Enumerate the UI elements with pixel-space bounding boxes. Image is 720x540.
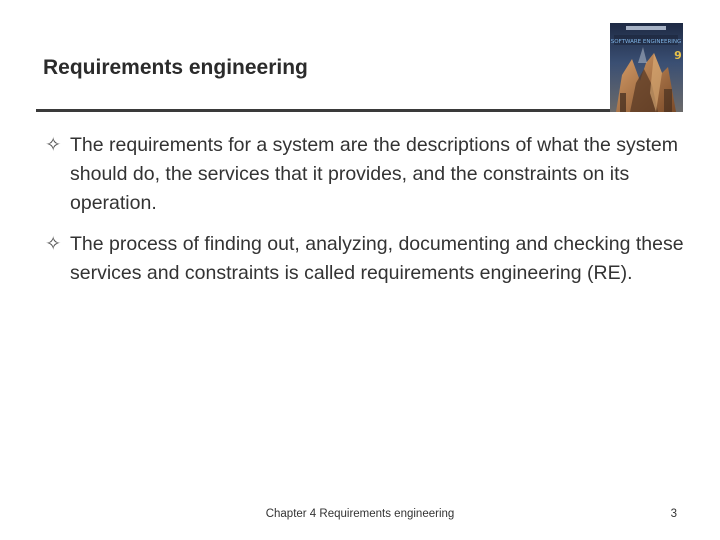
bullet-item [45, 131, 685, 218]
bullet-item [45, 230, 685, 288]
title-divider [36, 109, 612, 112]
book-cover-edition: 9 [674, 49, 682, 62]
bullet-text: The requirements for a system are the descriptions of what the system should do, the services that it provides, and the constraints on its operation. [70, 134, 679, 214]
bullet-list [45, 131, 685, 300]
bullet-text: The process of finding out, analyzing, documenting and checking these services and constraints is called requirements engineering (RE). [70, 233, 684, 284]
book-cover-title: SOFTWARE ENGINEERING [610, 39, 682, 45]
slide-title: Requirements engineering [43, 56, 308, 79]
book-cover-image [610, 23, 683, 112]
footer-chapter-label: Chapter 4 Requirements engineering [265, 508, 455, 520]
bullet-star-icon: ✧ [45, 233, 62, 255]
bullet-star-icon: ✧ [45, 134, 62, 156]
page-number: 3 [670, 508, 677, 520]
